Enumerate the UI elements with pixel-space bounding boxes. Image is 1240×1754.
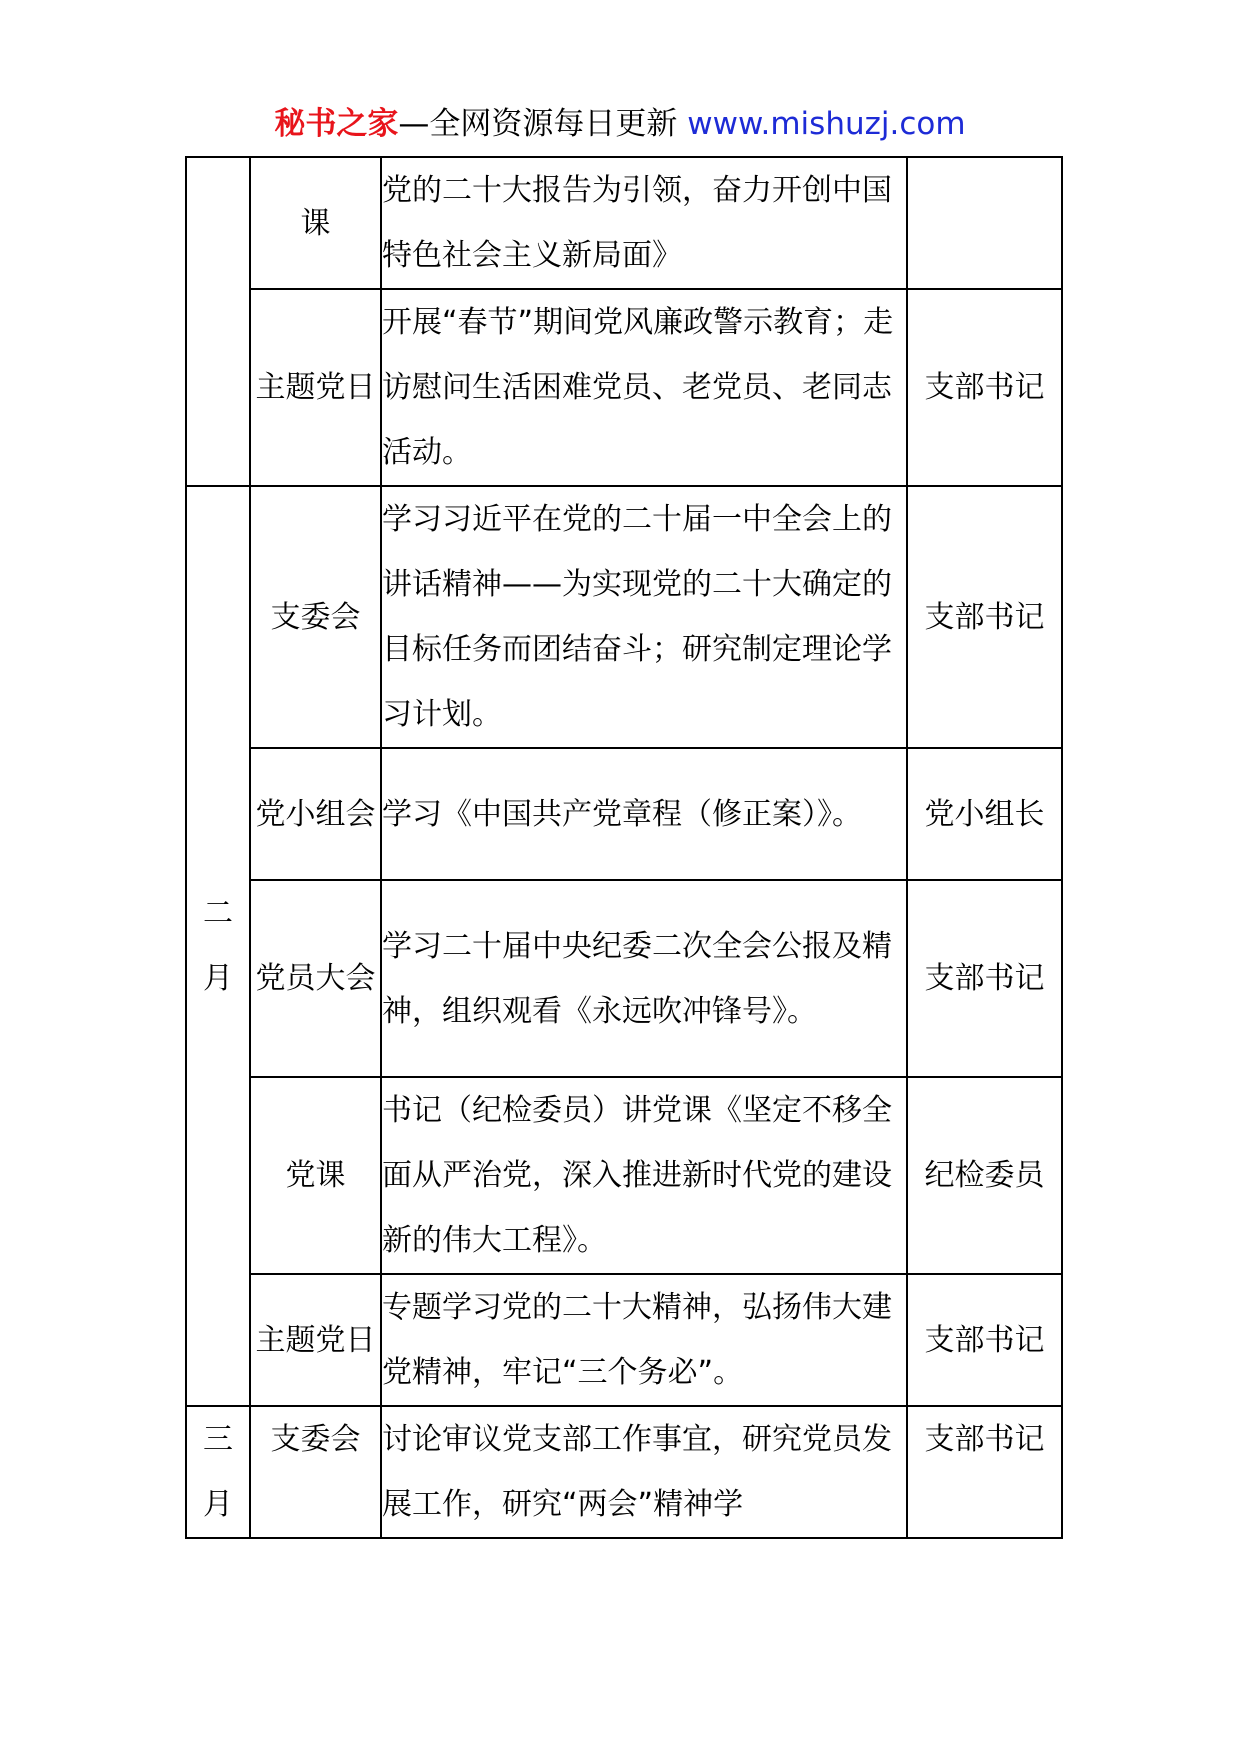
activity-type: 支委会: [250, 1406, 381, 1538]
site-url: www.mishuzj.com: [687, 106, 966, 142]
table-row: [186, 157, 1062, 289]
table-row: [186, 1077, 1062, 1274]
responsible-person: 支部书记: [907, 1406, 1062, 1538]
responsible-person: 支部书记: [907, 486, 1062, 748]
month-cell: [186, 157, 250, 486]
activity-content: 党的二十大报告为引领，奋力开创中国特色社会主义新局面》: [381, 157, 907, 289]
table-row: [186, 748, 1062, 880]
activity-content: 专题学习党的二十大精神，弘扬伟大建党精神，牢记“三个务必”。: [381, 1274, 907, 1406]
responsible-person: [907, 157, 1062, 289]
activity-type: 党小组会: [250, 748, 381, 880]
activity-content: 书记（纪检委员）讲党课《坚定不移全面从严治党，深入推进新时代党的建设新的伟大工程》。: [381, 1077, 907, 1274]
brand-name: 秘书之家: [274, 106, 399, 142]
month-label: 三月: [203, 1422, 233, 1522]
table-row: [186, 1274, 1062, 1406]
activity-type: 党员大会: [250, 880, 381, 1077]
table-row: [186, 289, 1062, 486]
activity-type: 主题党日: [250, 1274, 381, 1406]
activity-type: 支委会: [250, 486, 381, 748]
table-row: [186, 1406, 1062, 1538]
work-plan-table: [185, 156, 1063, 1539]
month-cell: [186, 1406, 250, 1538]
page-header: [0, 98, 1240, 150]
table-row: [186, 880, 1062, 1077]
activity-content: 学习二十届中央纪委二次全会公报及精神，组织观看《永远吹冲锋号》。: [381, 880, 907, 1077]
activity-type: 党课: [250, 1077, 381, 1274]
header-tagline: —全网资源每日更新: [398, 106, 688, 142]
table-row: [186, 486, 1062, 748]
activity-content: 学习习近平在党的二十届一中全会上的讲话精神——为实现党的二十大确定的目标任务而团结奋斗；研究制定理论学习计划。: [381, 486, 907, 748]
activity-content: 讨论审议党支部工作事宜，研究党员发展工作，研究“两会”精神学: [381, 1406, 907, 1538]
responsible-person: 支部书记: [907, 880, 1062, 1077]
activity-type: 主题党日: [250, 289, 381, 486]
activity-content: 学习《中国共产党章程（修正案）》。: [381, 748, 907, 880]
responsible-person: 纪检委员: [907, 1077, 1062, 1274]
month-cell: [186, 486, 250, 1406]
month-label: 二月: [203, 896, 233, 996]
responsible-person: 支部书记: [907, 289, 1062, 486]
responsible-person: 支部书记: [907, 1274, 1062, 1406]
activity-content: 开展“春节”期间党风廉政警示教育；走访慰问生活困难党员、老党员、老同志活动。: [381, 289, 907, 486]
responsible-person: 党小组长: [907, 748, 1062, 880]
activity-type: 课: [250, 157, 381, 289]
